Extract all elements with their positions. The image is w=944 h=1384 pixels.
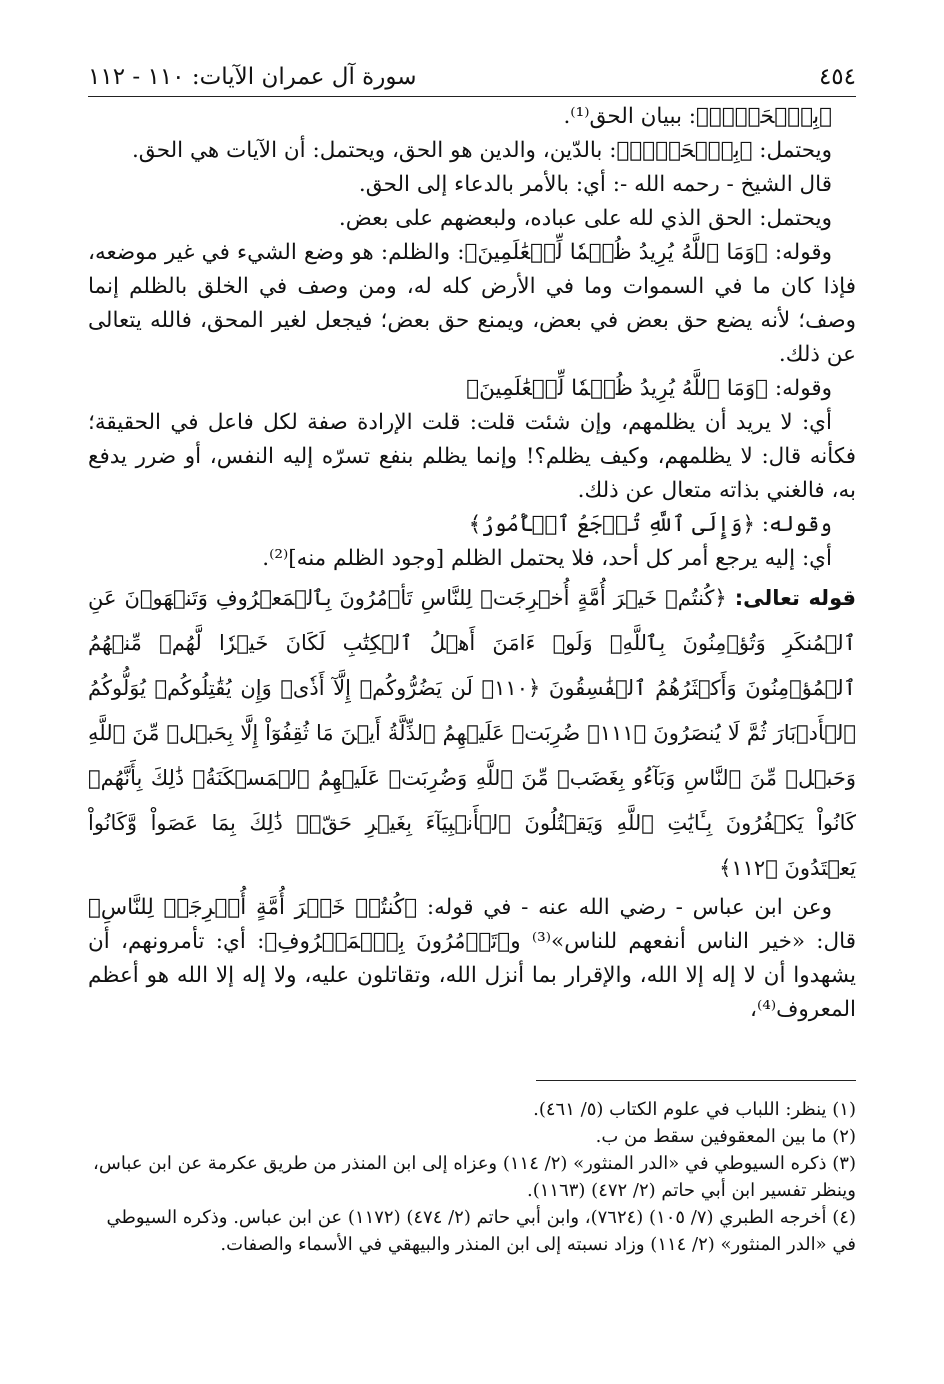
paragraph: وقوله: ﴿وَمَا ٱللَّهُ يُرِيدُ ظُلۡمٗا لِّلۡعَٰلَمِينَ﴾: والظلم: هو وضع الشيء في غير موضعه، فإذا كان ما في السموات وما في الأرض كله له، ومن وصف في الخلق بالظلم إنما وصف؛ لأنه يضع حق بعض في بعض، ويمنع حق بعض؛ فيجعل لغير المحق، فالله يتعالى عن ذلك.	[88, 240, 856, 367]
paragraph: قال الشيخ - رحمه الله -: أي: بالأمر بالدعاء إلى الحق.	[358, 172, 832, 197]
paragraph: أي: لا يريد أن يظلمهم، وإن شئت قلت: قلت الإرادة صفة لكل فاعل في الحقيقة؛ فكأنه قال: لا يظلمهم، وكيف يظلم؟! وإنما يظلم بنفع تسرّه إليه النفس، أو ضرر يدفع به، فالغني بذاته متعال عن ذلك.	[88, 410, 856, 503]
paragraph: وعن ابن عباس - رضي الله عنه - في قوله: ﴿كُنتُمۡ خَيۡرَ أُمَّةٍ أُخۡرِجَتۡ لِلنَّاسِ﴾ قال: «خير الناس أنفعهم للناس»⁽³⁾ و﴿تَأۡمُرُونَ بِٱلۡمَعۡرُوفِ﴾: أي: تأمرونهم، أن يشهدوا أن لا إله إلا الله، والإقرار بما أنزل الله، وتقاتلون عليه، ولا إله إلا الله هو أعظم المعروف⁽⁴⁾،	[88, 895, 856, 1022]
quran-verses-block	[88, 576, 856, 891]
footnote: (٤) أخرجه الطبري (٧/ ١٠٥) (٧٦٢٤)، وابن أبي حاتم (٢/ ٤٧٤) (١١٧٢) عن ابن عباس. وذكره السيوطي في «الدر المنثور» (٢/ ١١٤) وزاد نسبته إلى ابن المنذر والبيهقي في الأسماء والصفات.	[106, 1207, 856, 1255]
running-title: سورة آل عمران الآيات: ١١٠ - ١١٢	[88, 64, 417, 90]
paragraph: وقوله: ﴿وَمَا ٱللَّهُ يُرِيدُ ظُلۡمٗا لِّلۡعَٰلَمِينَ﴾	[466, 376, 832, 401]
paragraph: أي: إليه يرجع أمر كل أحد، فلا يحتمل الظلم [وجود الظلم منه]⁽²⁾.	[262, 546, 832, 571]
main-text	[88, 100, 856, 1027]
footnote-divider	[536, 1080, 856, 1081]
paragraph: وقوله: ﴿وَإِلَى ٱللَّهِ تُرۡجَعُ ٱلۡأُمُورُ﴾	[468, 512, 832, 537]
verses-label: قوله تعالى:	[734, 586, 856, 610]
page-header	[88, 44, 856, 97]
quran-verses: ﴿كُنتُمۡ خَيۡرَ أُمَّةٍ أُخۡرِجَتۡ لِلنَّاسِ تَأۡمُرُونَ بِٱلۡمَعۡرُوفِ وَتَنۡهَوۡنَ عَنِ ٱلۡمُنكَرِ وَتُؤۡمِنُونَ بِٱللَّهِۗ وَلَوۡ ءَامَنَ أَهۡلُ ٱلۡكِتَٰبِ لَكَانَ خَيۡرٗا لَّهُمۚ مِّنۡهُمُ ٱلۡمُؤۡمِنُونَ وَأَكۡثَرُهُمُ ٱلۡفَٰسِقُونَ ﴿١١٠﴾ لَن يَضُرُّوكُمۡ إِلَّآ أَذٗىۖ وَإِن يُقَٰتِلُوكُمۡ يُوَلُّوكُمُ ٱلۡأَدۡبَارَ ثُمَّ لَا يُنصَرُونَ ﴿١١١﴾ ضُرِبَتۡ عَلَيۡهِمُ ٱلذِّلَّةُ أَيۡنَ مَا ثُقِفُوٓاْ إِلَّا بِحَبۡلٖ مِّنَ ٱللَّهِ وَحَبۡلٖ مِّنَ ٱلنَّاسِ وَبَآءُو بِغَضَبٖ مِّنَ ٱللَّهِ وَضُرِبَتۡ عَلَيۡهِمُ ٱلۡمَسۡكَنَةُۚ ذَٰلِكَ بِأَنَّهُمۡ كَانُواْ يَكۡفُرُونَ بِـَٔايَٰتِ ٱللَّهِ وَيَقۡتُلُونَ ٱلۡأَنۢبِيَآءَ بِغَيۡرِ حَقّٖۚ ذَٰلِكَ بِمَا عَصَواْ وَّكَانُواْ يَعۡتَدُونَ ﴿١١٢﴾	[88, 586, 857, 880]
paragraph: ويحتمل: ﴿بِٱلۡحَقِّۗ﴾: بالدّين، والدين هو الحق، ويحتمل: أن الآيات هي الحق.	[131, 138, 832, 163]
footnote: (٢) ما بين المعقوفين سقط من ب.	[595, 1126, 856, 1147]
footnotes	[88, 1096, 856, 1258]
footnote: (١) ينظر: اللباب في علوم الكتاب (٥/ ٤٦١).	[533, 1099, 856, 1120]
paragraph: ﴿بِٱلۡحَقِّۗ﴾: ببيان الحق⁽¹⁾.	[563, 104, 832, 129]
page-number: ٤٥٤	[818, 64, 856, 90]
footnote: (٣) ذكره السيوطي في «الدر المنثور» (٢/ ١١٤) وعزاه إلى ابن المنذر من طريق عكرمة عن ابن عباس، وينظر تفسير ابن أبي حاتم (٢/ ٤٧٢) (١١٦٣).	[93, 1153, 856, 1201]
paragraph: ويحتمل: الحق الذي لله على عباده، ولبعضهم على بعض.	[338, 206, 832, 231]
